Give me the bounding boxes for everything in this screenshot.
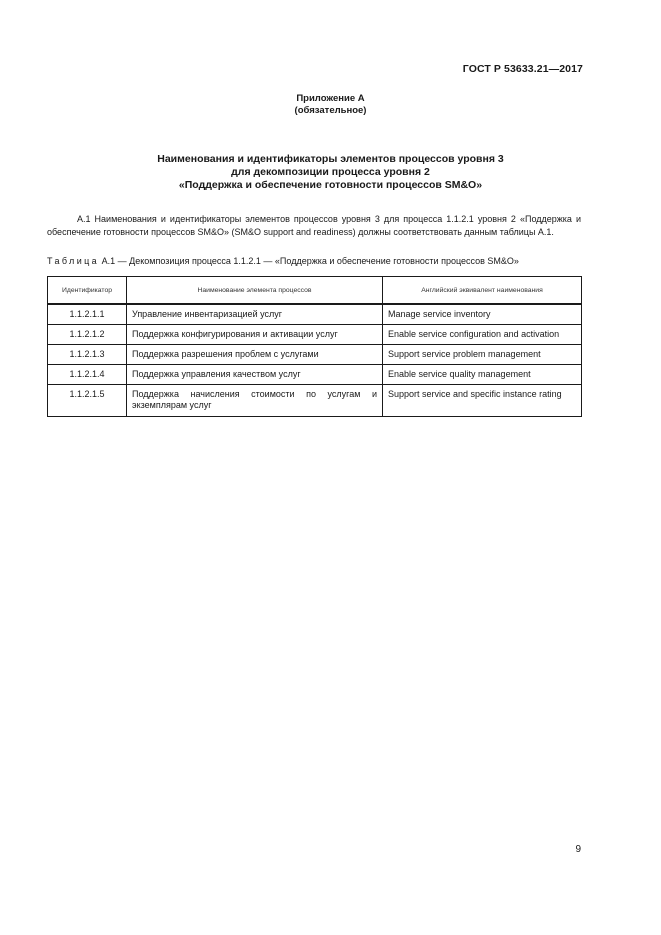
header-identifier: Идентификатор	[48, 277, 127, 305]
header-element-name: Наименование элемента процессов	[127, 277, 383, 305]
table-caption-label: Таблица	[47, 256, 100, 266]
cell-element-name: Поддержка начисления стоимости по услугам и экземплярам услуг	[127, 385, 383, 417]
section-title-line-3: «Поддержка и обеспечение готовности процессов SM&O»	[178, 179, 483, 191]
decomposition-table	[47, 276, 582, 417]
cell-english-name: Manage service inventory	[383, 304, 582, 325]
cell-element-name: Поддержка управления качеством услуг	[127, 365, 383, 385]
annex-subtitle: (обязательное)	[294, 105, 367, 116]
cell-identifier: 1.1.2.1.2	[48, 325, 127, 345]
cell-identifier: 1.1.2.1.4	[48, 365, 127, 385]
intro-paragraph: А.1 Наименования и идентификаторы элементов процессов уровня 3 для процесса 1.1.2.1 уровня 2 «Поддержка и обеспечение готовности процессов SM&O» (SM&O support and readiness) должны соответствовать данным таблицы А.1.	[47, 214, 581, 237]
section-title-line-1: Наименования и идентификаторы элементов процессов уровня 3	[157, 153, 504, 165]
annex-heading	[0, 93, 661, 117]
cell-english-name: Support service and specific instance rating	[383, 385, 582, 417]
table-row	[48, 385, 582, 417]
table-header-row	[48, 277, 582, 305]
page-number: 9	[575, 844, 581, 855]
table-row	[48, 345, 582, 365]
cell-identifier: 1.1.2.1.3	[48, 345, 127, 365]
cell-element-name: Управление инвентаризацией услуг	[127, 304, 383, 325]
cell-english-name: Enable service quality management	[383, 365, 582, 385]
annex-title: Приложение А	[296, 93, 365, 104]
cell-english-name: Enable service configuration and activation	[383, 325, 582, 345]
document-code: ГОСТ Р 53633.21—2017	[462, 63, 583, 75]
table-caption	[47, 256, 587, 266]
cell-element-name: Поддержка разрешения проблем с услугами	[127, 345, 383, 365]
cell-identifier: 1.1.2.1.5	[48, 385, 127, 417]
table-caption-text: А.1 — Декомпозиция процесса 1.1.2.1 — «Поддержка и обеспечение готовности процессов SM&O»	[101, 256, 519, 266]
cell-element-name: Поддержка конфигурирования и активации услуг	[127, 325, 383, 345]
table-row	[48, 325, 582, 345]
cell-english-name: Support service problem management	[383, 345, 582, 365]
table-row	[48, 365, 582, 385]
section-title	[0, 153, 661, 192]
table-row	[48, 304, 582, 325]
section-title-line-2: для декомпозиции процесса уровня 2	[231, 166, 430, 178]
header-english-equivalent: Английский эквивалент наименования	[383, 277, 582, 305]
cell-identifier: 1.1.2.1.1	[48, 304, 127, 325]
